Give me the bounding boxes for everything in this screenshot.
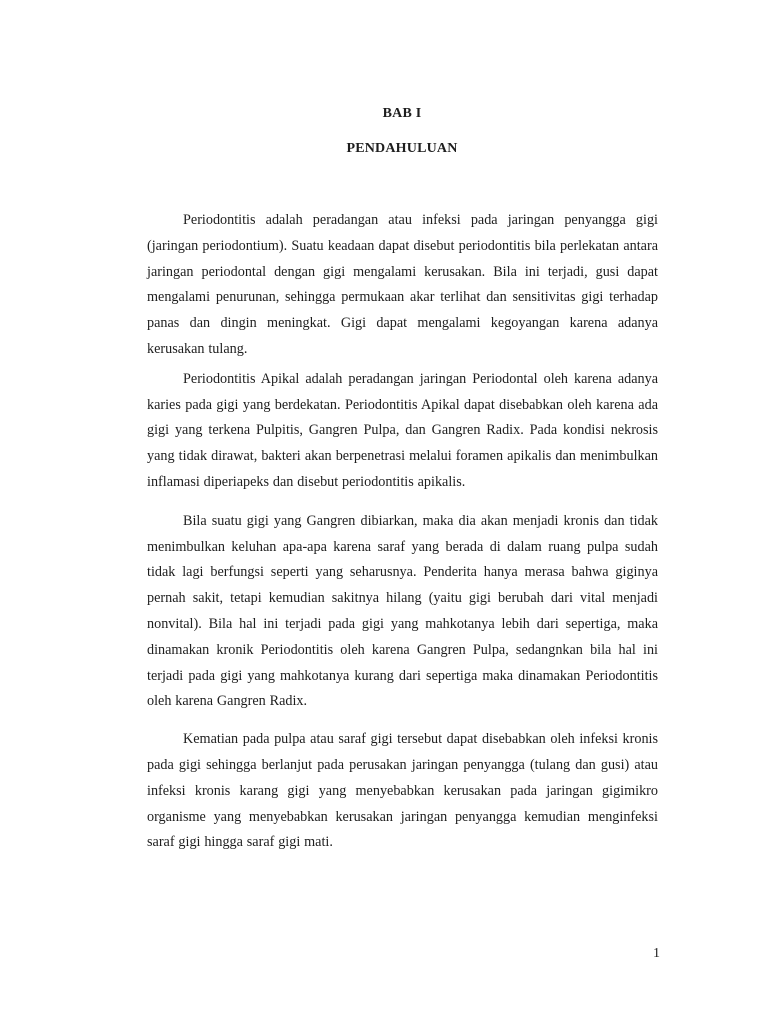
chapter-number: BAB I [382, 106, 422, 121]
page-number: 1 [653, 946, 660, 961]
paragraph-2: Periodontitis Apikal adalah peradangan jaringan Periodontal oleh karena adanya karies pada gigi yang berdekatan. Periodontitis Apikal dapat disebabkan oleh karena ada gigi yang terkena Pulpitis, Gangren Pulpa, dan Gangren Radix. Pada kondisi nekrosis yang tidak dirawat, bakteri akan berpenetrasi melalui foramen apikalis dan menimbulkan inflamasi diperiapeks dan disebut periodontitis apikalis. [147, 370, 658, 490]
body-text [147, 208, 658, 856]
paragraph-4: Kematian pada pulpa atau saraf gigi tersebut dapat disebabkan oleh infeksi kronis pada gigi sehingga berlanjut pada perusakan jaringan penyangga (tulang dan gusi) atau infeksi kronis karang gigi yang menyebabkan kerusakan pada jaringan gigimikro organisme yang menyebabkan kerusakan jaringan penyangga kemudian menginfeksi saraf gigi hingga saraf gigi mati. [147, 731, 658, 851]
paragraph-1: Periodontitis adalah peradangan atau infeksi pada jaringan penyangga gigi (jaringan periodontium). Suatu keadaan dapat disebut periodontitis bila perlekatan antara jaringan periodontal dengan gigi mengalami kerusakan. Bila ini terjadi, gusi dapat mengalami penurunan, sehingga permukaan akar terlihat dan sensitivitas gigi terhadap panas dan dingin meningkat. Gigi dapat mengalami kegoyangan karena adanya kerusakan tulang. [147, 212, 658, 357]
paragraph-3: Bila suatu gigi yang Gangren dibiarkan, maka dia akan menjadi kronis dan tidak menimbulkan keluhan apa-apa karena saraf yang berada di dalam ruang pulpa sudah tidak lagi berfungsi seperti yang seharusnya. Penderita hanya merasa bahwa giginya pernah sakit, tetapi kemudian sakitnya hilang (yaitu gigi berubah dari vital menjadi nonvital). Bila hal ini terjadi pada gigi yang mahkotanya lebih dari sepertiga, maka dinamakan kronik Periodontitis oleh karena Gangren Pulpa, sedangnkan bila hal ini terjadi pada gigi yang mahkotanya kurang dari sepertiga maka dinamakan Periodontitis oleh karena Gangren Radix. [147, 512, 658, 710]
chapter-title: PENDAHULUAN [346, 141, 458, 156]
